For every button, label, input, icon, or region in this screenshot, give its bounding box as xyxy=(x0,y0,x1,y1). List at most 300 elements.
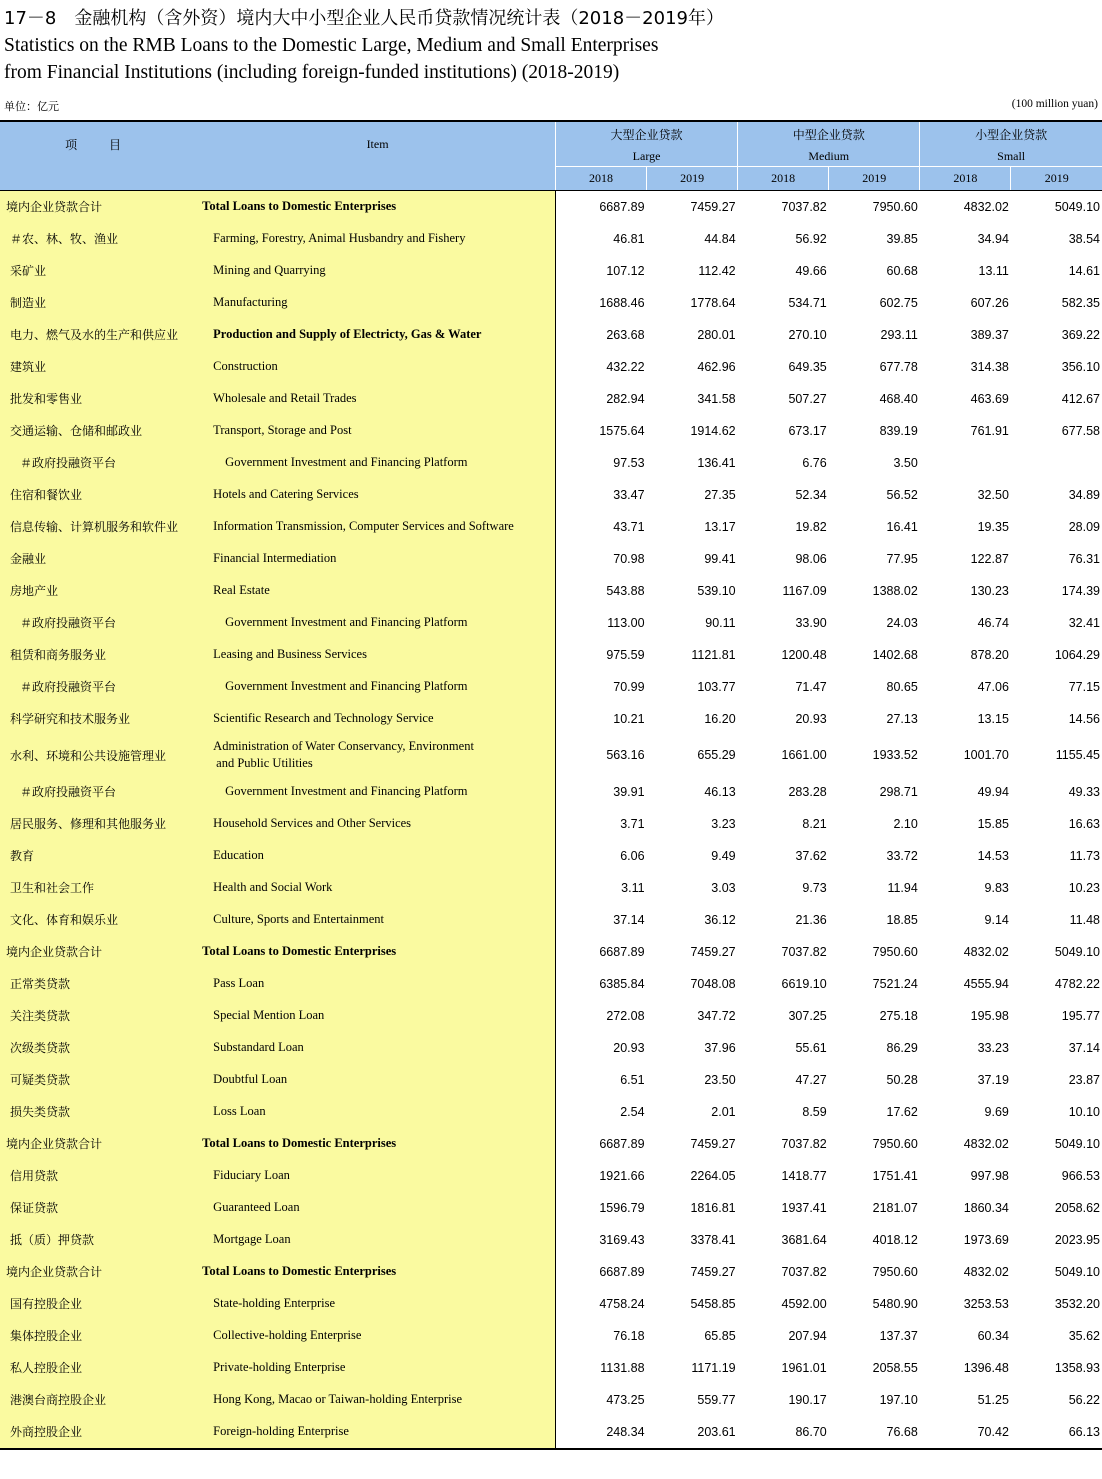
value-cell: 65.85 xyxy=(704,1328,736,1343)
value-cell: 3169.43 xyxy=(599,1232,645,1247)
table-row xyxy=(0,639,1102,671)
row-label-en-text: Construction xyxy=(213,359,278,373)
value-cell: 80.65 xyxy=(886,679,918,694)
value-cell: 1961.01 xyxy=(781,1360,827,1375)
value-cell: 2181.07 xyxy=(872,1200,918,1215)
value-cell: 10.21 xyxy=(613,711,645,726)
row-label-en xyxy=(200,1128,555,1160)
value-cell: 49.94 xyxy=(977,784,1009,799)
table-row xyxy=(0,1064,1102,1096)
value-cell: 1388.02 xyxy=(872,583,918,598)
value-cell: 1121.81 xyxy=(691,647,736,662)
value-cell: 90.11 xyxy=(705,615,736,630)
value-cell: 655.29 xyxy=(697,748,736,762)
row-label-en xyxy=(200,607,555,639)
value-cell: 462.96 xyxy=(697,359,736,374)
row-label-en-text: Guaranteed Loan xyxy=(213,1200,300,1214)
table-row xyxy=(0,1320,1102,1352)
table-row xyxy=(0,1288,1102,1320)
header-year: 2019 xyxy=(1011,166,1102,190)
table-row xyxy=(0,936,1102,968)
row-label-zh: 集体控股企业 xyxy=(0,1320,200,1352)
row-label-en xyxy=(200,479,555,511)
row-label-zh: 电力、燃气及水的生产和供应业 xyxy=(0,319,200,351)
value-cell: 468.40 xyxy=(879,391,918,406)
value-cell: 3.11 xyxy=(621,880,645,895)
value-cell: 20.93 xyxy=(795,711,827,726)
row-label-en xyxy=(200,776,555,808)
row-label-zh: 信用贷款 xyxy=(0,1160,200,1192)
value-cell: 71.47 xyxy=(795,679,827,694)
row-label-en-text: Household Services and Other Services xyxy=(213,816,412,830)
row-label-en xyxy=(200,287,555,319)
value-cell: 44.84 xyxy=(704,231,736,246)
value-cell: 55.61 xyxy=(795,1040,827,1055)
value-cell: 389.37 xyxy=(970,327,1009,342)
value-cell: 6687.89 xyxy=(599,1264,645,1279)
value-cell: 2.01 xyxy=(711,1104,736,1119)
value-cell: 32.50 xyxy=(977,487,1009,502)
row-label-en-text: Culture, Sports and Entertainment xyxy=(213,912,384,926)
row-label-zh: 采矿业 xyxy=(0,255,200,287)
value-cell: 1860.34 xyxy=(963,1200,1009,1215)
value-cell: 9.69 xyxy=(984,1104,1009,1119)
value-cell: 13.17 xyxy=(704,519,736,534)
value-cell: 1064.29 xyxy=(1054,647,1100,662)
value-cell: 15.85 xyxy=(977,816,1009,831)
value-cell: 283.28 xyxy=(788,784,827,799)
row-label-en-text: Loss Loan xyxy=(213,1104,266,1118)
value-cell: 77.15 xyxy=(1068,679,1100,694)
value-cell: 9.73 xyxy=(802,880,827,895)
row-label-en xyxy=(200,968,555,1000)
value-cell: 543.88 xyxy=(606,583,645,598)
table-row xyxy=(0,383,1102,415)
value-cell: 203.61 xyxy=(647,1416,738,1449)
value-cell: 1402.68 xyxy=(872,647,918,662)
row-label-en-text: Doubtful Loan xyxy=(213,1072,288,1086)
value-cell: 1171.19 xyxy=(691,1360,736,1375)
value-cell: 369.22 xyxy=(1061,327,1100,342)
value-cell: 1131.88 xyxy=(600,1360,645,1375)
value-cell: 60.34 xyxy=(977,1328,1009,1343)
value-cell: 13.15 xyxy=(977,711,1009,726)
value-cell: 70.42 xyxy=(920,1416,1011,1449)
unit-label-zh: 单位：亿元 xyxy=(4,100,59,113)
value-cell: 559.77 xyxy=(697,1392,736,1407)
value-cell: 314.38 xyxy=(970,359,1009,374)
value-cell: 17.62 xyxy=(886,1104,918,1119)
row-label-en xyxy=(200,543,555,575)
value-cell: 582.35 xyxy=(1061,295,1100,310)
value-cell: 10.10 xyxy=(1068,1104,1100,1119)
value-cell: 37.14 xyxy=(613,912,645,927)
row-label-en-text: Scientific Research and Technology Service xyxy=(213,711,434,725)
value-cell: 3.03 xyxy=(711,880,736,895)
row-label-zh: 房地产业 xyxy=(0,575,200,607)
value-cell: 272.08 xyxy=(606,1008,645,1023)
row-label-en xyxy=(200,351,555,383)
value-cell: 4018.12 xyxy=(872,1232,918,1247)
table-row xyxy=(0,776,1102,808)
row-label-en xyxy=(200,447,555,479)
value-cell: 463.69 xyxy=(970,391,1009,406)
value-cell: 24.03 xyxy=(886,615,918,630)
row-label-en xyxy=(200,1224,555,1256)
value-cell: 37.14 xyxy=(1068,1040,1100,1055)
value-cell: 76.68 xyxy=(829,1416,920,1449)
value-cell: 56.22 xyxy=(1068,1392,1100,1407)
value-cell: 1661.00 xyxy=(781,748,827,762)
value-cell: 1200.48 xyxy=(781,647,827,662)
value-cell: 975.59 xyxy=(606,647,645,662)
value-cell: 677.58 xyxy=(1061,423,1100,438)
row-label-en xyxy=(200,872,555,904)
row-label-en-text: Education xyxy=(213,848,264,862)
value-cell: 39.91 xyxy=(613,784,645,799)
row-label-en-line2: and Public Utilities xyxy=(216,756,313,770)
value-cell: 1816.81 xyxy=(690,1200,736,1215)
row-label-en-text: Government Investment and Financing Platform xyxy=(225,679,468,693)
value-cell: 7459.27 xyxy=(690,1264,736,1279)
value-cell: 4782.22 xyxy=(1054,976,1100,991)
table-row xyxy=(0,1096,1102,1128)
row-label-en xyxy=(200,936,555,968)
value-cell: 18.85 xyxy=(886,912,918,927)
row-label-en xyxy=(200,511,555,543)
header-year: 2018 xyxy=(555,166,646,190)
row-label-zh: 交通运输、仓储和邮政业 xyxy=(0,415,200,447)
value-cell: 432.22 xyxy=(606,359,645,374)
value-cell: 19.82 xyxy=(795,519,827,534)
value-cell: 5049.10 xyxy=(1054,199,1100,214)
value-cell: 2.54 xyxy=(620,1104,645,1119)
row-label-en-text: Leasing and Business Services xyxy=(213,647,367,661)
value-cell: 270.10 xyxy=(788,327,827,342)
value-cell: 2264.05 xyxy=(690,1168,736,1183)
table-row xyxy=(0,703,1102,735)
table-row xyxy=(0,1160,1102,1192)
row-label-zh: 保证贷款 xyxy=(0,1192,200,1224)
value-cell: 70.98 xyxy=(613,551,645,566)
value-cell: 275.18 xyxy=(879,1008,918,1023)
value-cell: 878.20 xyxy=(970,647,1009,662)
value-cell: 7037.82 xyxy=(781,199,827,214)
value-cell: 997.98 xyxy=(970,1168,1009,1183)
value-cell: 9.83 xyxy=(984,880,1009,895)
row-label-en-text: Substandard Loan xyxy=(213,1040,304,1054)
row-label-en xyxy=(200,808,555,840)
table-row xyxy=(0,607,1102,639)
row-label-en-text: Transport, Storage and Post xyxy=(213,423,352,437)
value-cell: 282.94 xyxy=(606,391,645,406)
value-cell: 6619.10 xyxy=(781,976,827,991)
table-row xyxy=(0,1192,1102,1224)
row-label-en xyxy=(200,1192,555,1224)
value-cell: 1396.48 xyxy=(963,1360,1009,1375)
row-label-en-text: Pass Loan xyxy=(213,976,265,990)
value-cell: 56.52 xyxy=(886,487,918,502)
value-cell: 649.35 xyxy=(788,359,827,374)
value-cell: 107.12 xyxy=(606,263,645,278)
row-label-en-text: Government Investment and Financing Platform xyxy=(225,615,468,629)
value-cell: 6687.89 xyxy=(599,944,645,959)
value-cell: 35.62 xyxy=(1068,1328,1100,1343)
header-small: 小型企业贷款 Small xyxy=(920,121,1102,166)
value-cell: 7459.27 xyxy=(690,199,736,214)
row-label-zh: 损失类贷款 xyxy=(0,1096,200,1128)
row-label-en-text: Special Mention Loan xyxy=(213,1008,325,1022)
row-label-zh: 科学研究和技术服务业 xyxy=(0,703,200,735)
value-cell: 8.59 xyxy=(802,1104,827,1119)
value-cell: 673.17 xyxy=(788,423,827,438)
value-cell: 46.13 xyxy=(704,784,736,799)
value-cell: 1688.46 xyxy=(599,295,645,310)
value-cell: 298.71 xyxy=(879,784,918,799)
table-row xyxy=(0,479,1102,511)
value-cell: 5049.10 xyxy=(1054,1264,1100,1279)
value-cell xyxy=(1011,447,1102,479)
row-label-zh: 正常类贷款 xyxy=(0,968,200,1000)
row-label-en-text: Financial Intermediation xyxy=(213,551,337,565)
header-item-spacer xyxy=(0,166,555,190)
value-cell: 7950.60 xyxy=(872,1136,918,1151)
value-cell: 23.50 xyxy=(704,1072,736,1087)
value-cell: 263.68 xyxy=(606,327,645,342)
value-cell: 34.94 xyxy=(977,231,1009,246)
value-cell: 49.33 xyxy=(1068,784,1100,799)
row-label-zh: 私人控股企业 xyxy=(0,1352,200,1384)
value-cell: 563.16 xyxy=(606,748,645,762)
row-label-zh: ＃政府投融资平台 xyxy=(0,671,200,703)
row-label-en xyxy=(200,223,555,255)
table-row xyxy=(0,1224,1102,1256)
table-row xyxy=(0,671,1102,703)
value-cell: 86.70 xyxy=(738,1416,829,1449)
value-cell: 4832.02 xyxy=(963,944,1009,959)
value-cell: 28.09 xyxy=(1068,519,1100,534)
value-cell: 37.19 xyxy=(977,1072,1009,1087)
value-cell: 2023.95 xyxy=(1054,1232,1100,1247)
value-cell: 4832.02 xyxy=(963,1136,1009,1151)
value-cell: 3.23 xyxy=(711,816,736,831)
table-row xyxy=(0,511,1102,543)
table-row xyxy=(0,255,1102,287)
value-cell: 7459.27 xyxy=(690,1136,736,1151)
value-cell xyxy=(920,447,1011,479)
value-cell: 39.85 xyxy=(886,231,918,246)
value-cell: 195.98 xyxy=(970,1008,1009,1023)
row-label-en xyxy=(200,1032,555,1064)
value-cell: 1751.41 xyxy=(872,1168,918,1183)
row-label-en-text: State-holding Enterprise xyxy=(213,1296,336,1310)
value-cell: 7037.82 xyxy=(781,1136,827,1151)
row-label-en xyxy=(200,671,555,703)
table-row xyxy=(0,287,1102,319)
value-cell: 539.10 xyxy=(697,583,736,598)
value-cell: 10.23 xyxy=(1068,880,1100,895)
row-label-zh: 卫生和社会工作 xyxy=(0,872,200,904)
row-label-en-text: Information Transmission, Computer Services and Software xyxy=(213,519,514,533)
header-large: 大型企业贷款 Large xyxy=(555,121,737,166)
value-cell: 3.71 xyxy=(620,816,645,831)
value-cell: 14.56 xyxy=(1068,711,1100,726)
value-cell: 14.53 xyxy=(977,848,1009,863)
value-cell: 33.23 xyxy=(977,1040,1009,1055)
table-row xyxy=(0,1256,1102,1288)
value-cell: 37.62 xyxy=(795,848,827,863)
value-cell: 50.28 xyxy=(886,1072,918,1087)
row-label-en xyxy=(200,1000,555,1032)
row-label-zh: 境内企业贷款合计 xyxy=(0,1256,200,1288)
value-cell: 761.91 xyxy=(970,423,1009,438)
value-cell: 47.06 xyxy=(977,679,1009,694)
row-label-en xyxy=(200,319,555,351)
table-row xyxy=(0,1384,1102,1416)
row-label-en xyxy=(200,703,555,735)
value-cell: 4592.00 xyxy=(781,1296,827,1311)
row-label-zh: 金融业 xyxy=(0,543,200,575)
value-cell: 136.41 xyxy=(697,455,736,470)
table-row xyxy=(0,351,1102,383)
value-cell: 103.77 xyxy=(697,679,736,694)
value-cell: 207.94 xyxy=(788,1328,827,1343)
value-cell: 9.14 xyxy=(984,912,1009,927)
table-row xyxy=(0,735,1102,776)
value-cell: 6.06 xyxy=(620,848,645,863)
table-row xyxy=(0,840,1102,872)
header-year: 2019 xyxy=(829,166,920,190)
value-cell: 7037.82 xyxy=(781,944,827,959)
value-cell: 6687.89 xyxy=(599,199,645,214)
value-cell: 174.39 xyxy=(1061,583,1100,598)
row-label-zh: 关注类贷款 xyxy=(0,1000,200,1032)
row-label-en xyxy=(200,1256,555,1288)
value-cell: 677.78 xyxy=(879,359,918,374)
value-cell: 2058.62 xyxy=(1054,1200,1100,1215)
value-cell: 32.41 xyxy=(1068,615,1100,630)
row-label-zh: 信息传输、计算机服务和软件业 xyxy=(0,511,200,543)
value-cell: 356.10 xyxy=(1061,359,1100,374)
value-cell: 27.35 xyxy=(704,487,736,502)
row-label-en xyxy=(200,190,555,223)
value-cell: 5480.90 xyxy=(872,1296,918,1311)
value-cell: 1973.69 xyxy=(963,1232,1009,1247)
row-label-zh: 水利、环境和公共设施管理业 xyxy=(0,735,200,776)
value-cell: 137.37 xyxy=(879,1328,918,1343)
table-row xyxy=(0,872,1102,904)
value-cell: 38.54 xyxy=(1068,231,1100,246)
value-cell: 37.96 xyxy=(704,1040,736,1055)
value-cell: 307.25 xyxy=(788,1008,827,1023)
value-cell: 341.58 xyxy=(697,391,736,406)
row-label-en xyxy=(200,1416,555,1449)
value-cell: 3253.53 xyxy=(963,1296,1009,1311)
row-label-zh: ＃农、林、牧、渔业 xyxy=(0,223,200,255)
value-cell: 19.35 xyxy=(977,519,1009,534)
value-cell: 11.48 xyxy=(1069,912,1100,927)
value-cell: 966.53 xyxy=(1061,1168,1100,1183)
value-cell: 534.71 xyxy=(788,295,827,310)
value-cell: 839.19 xyxy=(879,423,918,438)
row-label-en-text: Foreign-holding Enterprise xyxy=(213,1424,349,1438)
value-cell: 46.81 xyxy=(613,231,645,246)
row-label-en-text: Farming, Forestry, Animal Husbandry and Fishery xyxy=(213,231,466,245)
unit-label-en: (100 million yuan) xyxy=(1011,98,1098,110)
value-cell: 98.06 xyxy=(795,551,827,566)
value-cell: 507.27 xyxy=(788,391,827,406)
row-label-en-text: Fiduciary Loan xyxy=(213,1168,290,1182)
row-label-en xyxy=(200,415,555,447)
table-title-en-line1: Statistics on the RMB Loans to the Domestic Large, Medium and Small Enterprises xyxy=(4,35,659,56)
value-cell: 49.66 xyxy=(795,263,827,278)
statistics-table xyxy=(0,120,1102,1450)
header-year: 2018 xyxy=(920,166,1011,190)
row-label-en xyxy=(200,255,555,287)
value-cell: 280.01 xyxy=(697,327,736,342)
value-cell: 16.20 xyxy=(704,711,736,726)
table-row xyxy=(0,1352,1102,1384)
row-label-en-text: Total Loans to Domestic Enterprises xyxy=(202,199,397,213)
row-label-en-text: Real Estate xyxy=(213,583,270,597)
value-cell: 33.72 xyxy=(886,848,918,863)
value-cell: 14.61 xyxy=(1068,263,1100,278)
value-cell: 113.00 xyxy=(607,615,645,630)
value-cell: 1575.64 xyxy=(599,423,645,438)
value-cell: 23.87 xyxy=(1068,1072,1100,1087)
value-cell: 70.99 xyxy=(613,679,645,694)
value-cell: 1778.64 xyxy=(690,295,736,310)
row-label-zh: 住宿和餐饮业 xyxy=(0,479,200,511)
value-cell: 5458.85 xyxy=(690,1296,736,1311)
row-label-en-text: Hotels and Catering Services xyxy=(213,487,359,501)
value-cell: 11.73 xyxy=(1069,848,1100,863)
row-label-en-text: Wholesale and Retail Trades xyxy=(213,391,357,405)
row-label-en xyxy=(200,1352,555,1384)
row-label-en xyxy=(200,1160,555,1192)
header-year: 2019 xyxy=(647,166,738,190)
table-row xyxy=(0,808,1102,840)
table-row xyxy=(0,543,1102,575)
row-label-en xyxy=(200,1384,555,1416)
value-cell: 5049.10 xyxy=(1054,944,1100,959)
value-cell: 7459.27 xyxy=(690,944,736,959)
value-cell: 3681.64 xyxy=(781,1232,827,1247)
table-row xyxy=(0,190,1102,223)
value-cell: 293.11 xyxy=(880,327,918,342)
value-cell: 473.25 xyxy=(606,1392,645,1407)
row-label-zh: 居民服务、修理和其他服务业 xyxy=(0,808,200,840)
row-label-en-text: Health and Social Work xyxy=(213,880,333,894)
value-cell: 7950.60 xyxy=(872,1264,918,1279)
value-cell: 56.92 xyxy=(795,231,827,246)
value-cell: 112.42 xyxy=(698,263,736,278)
value-cell: 7521.24 xyxy=(872,976,918,991)
header-year: 2018 xyxy=(738,166,829,190)
value-cell: 3378.41 xyxy=(690,1232,736,1247)
value-cell: 6.51 xyxy=(620,1072,645,1087)
value-cell: 3.50 xyxy=(893,455,918,470)
row-label-en xyxy=(200,639,555,671)
value-cell: 2.10 xyxy=(893,816,918,831)
value-cell: 21.36 xyxy=(795,912,827,927)
table-title-en-line2: from Financial Institutions (including foreign-funded institutions) (2018-2019) xyxy=(4,62,620,83)
row-label-zh: 港澳台商控股企业 xyxy=(0,1384,200,1416)
value-cell: 76.18 xyxy=(613,1328,645,1343)
row-label-en xyxy=(200,383,555,415)
value-cell: 1418.77 xyxy=(781,1168,827,1183)
value-cell: 7037.82 xyxy=(781,1264,827,1279)
